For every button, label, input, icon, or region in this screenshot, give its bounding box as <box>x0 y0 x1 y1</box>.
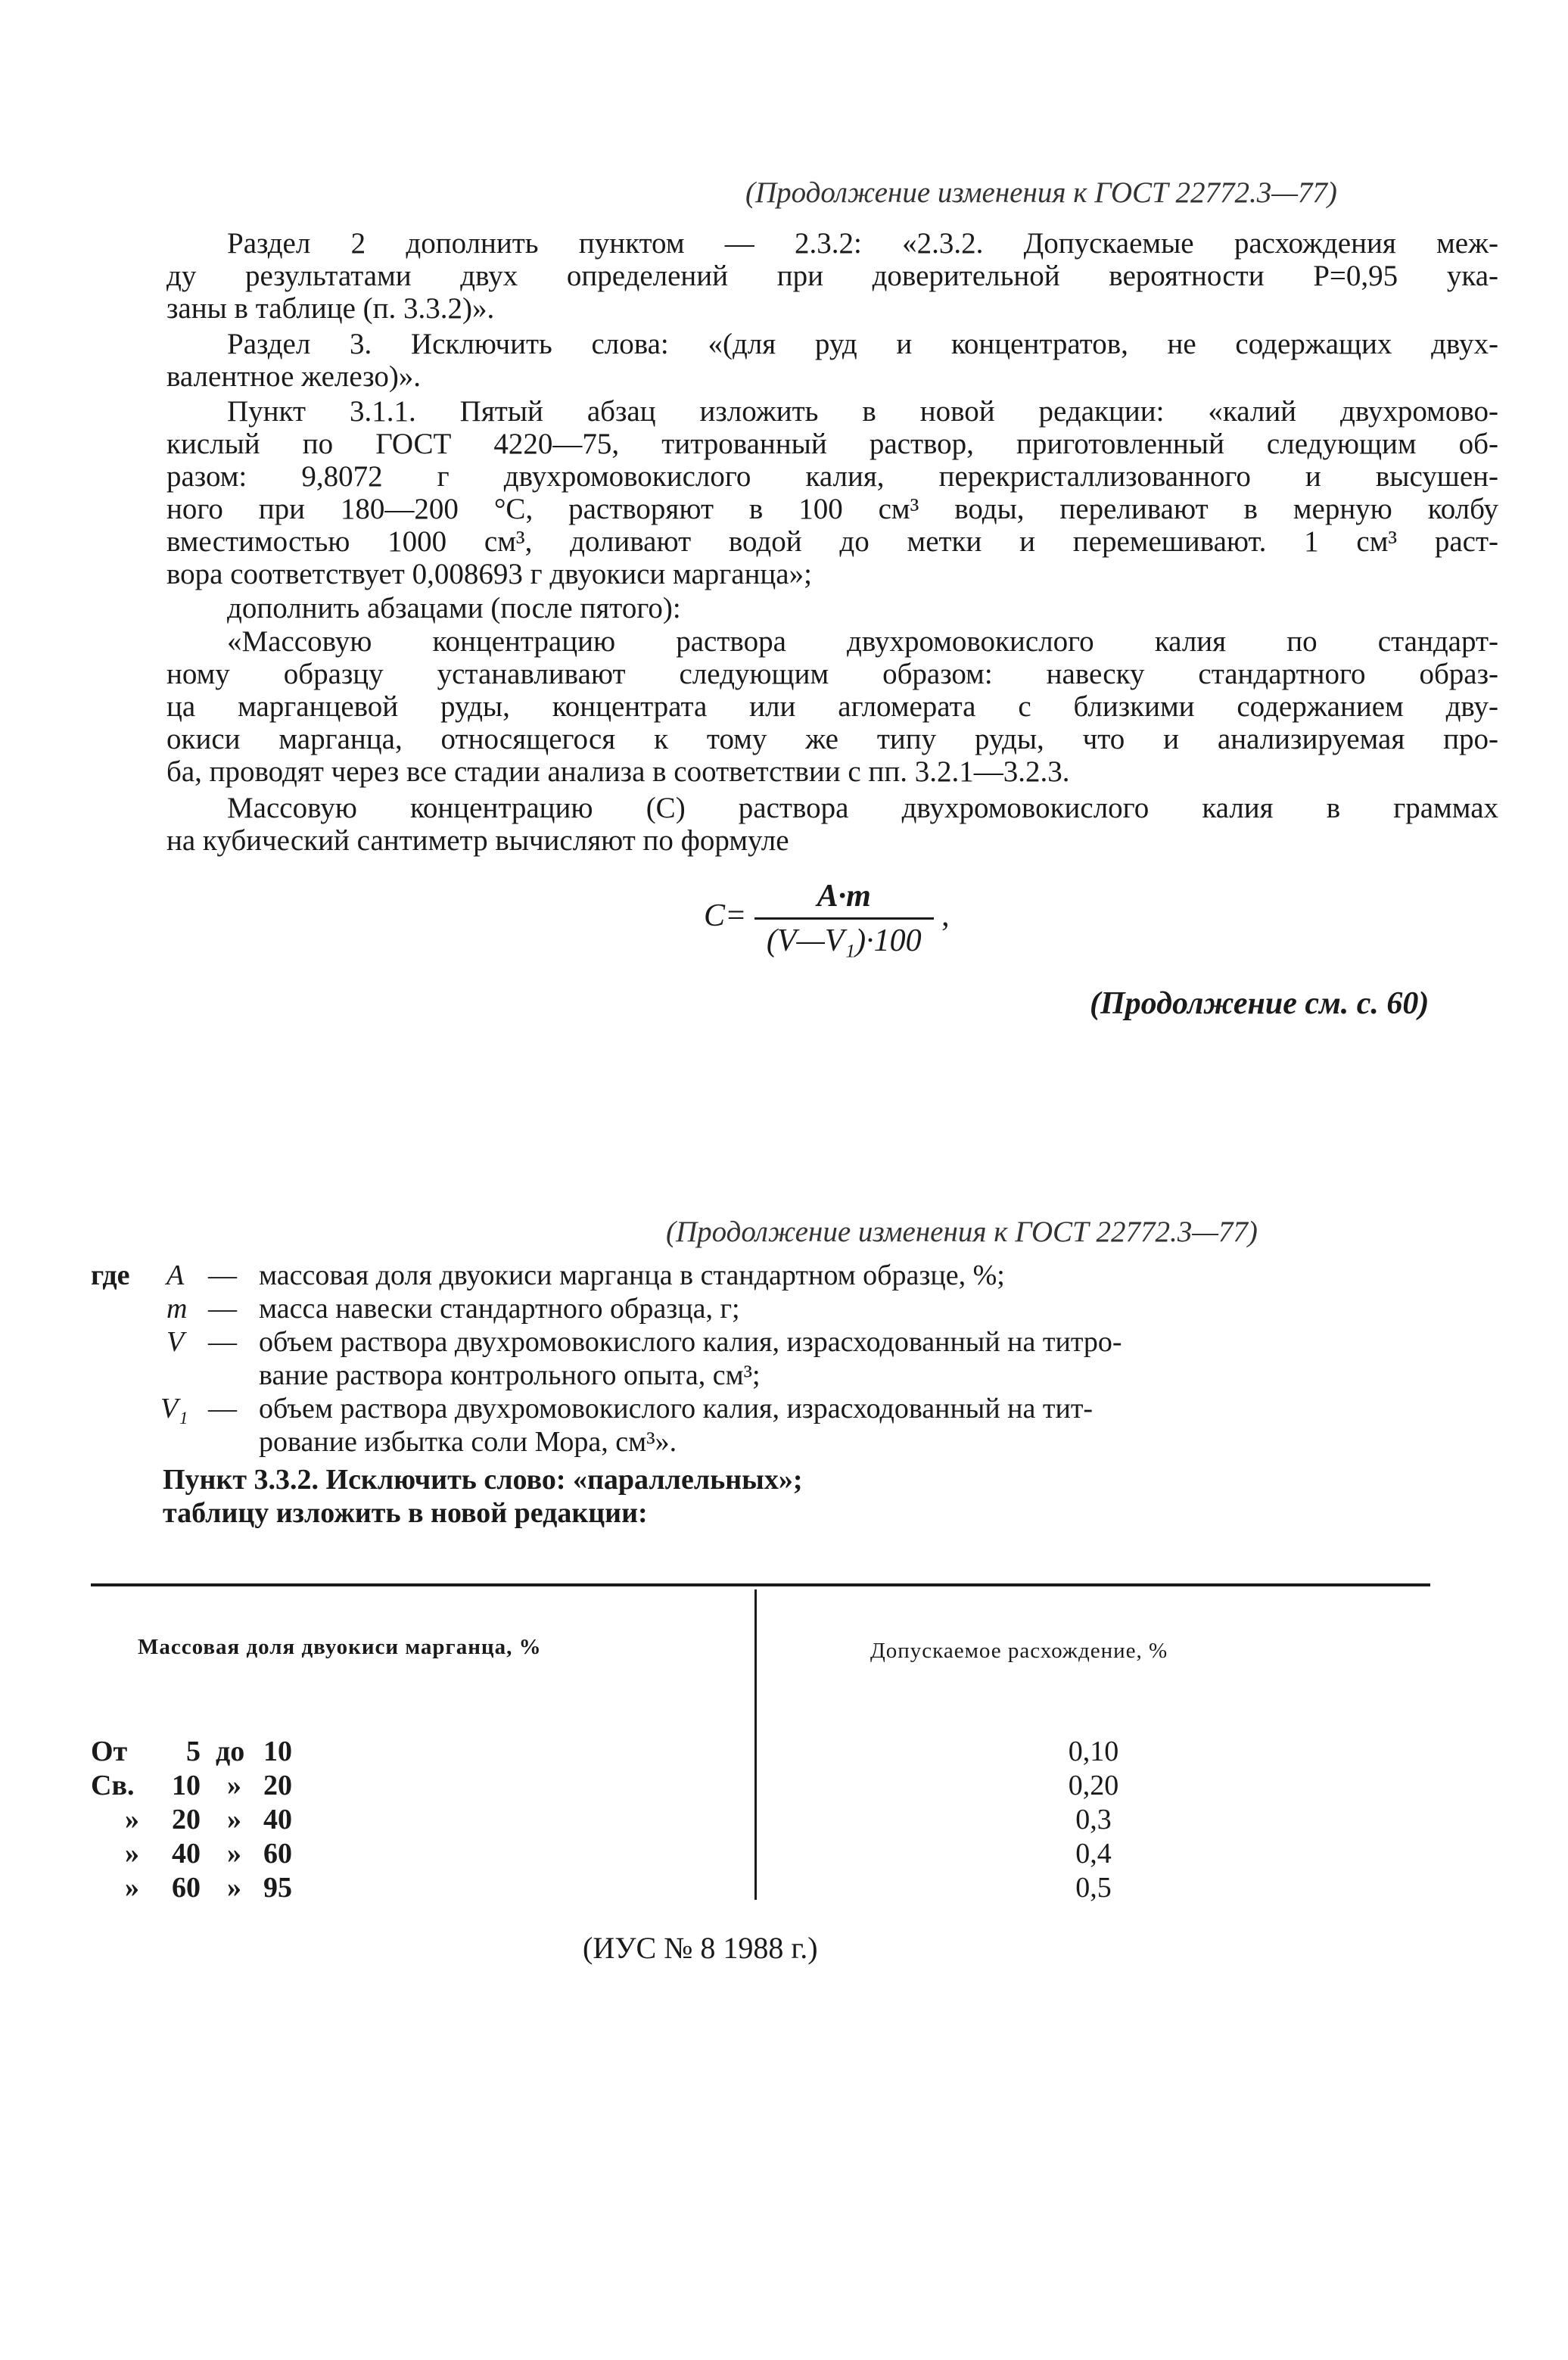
formula-denominator: (V—V₁)·100 <box>754 917 934 959</box>
formula-trail: , <box>941 898 950 934</box>
point-332-line: Пункт 3.3.2. Исключить слово: «параллельных»; <box>163 1464 803 1496</box>
table-row: Св. 10 » 20 0,20 <box>91 1769 1430 1803</box>
definition-row: вание раствора контрольного опыта, см³; <box>259 1359 761 1391</box>
table-cell-tolerance: 0,20 <box>1068 1770 1119 1801</box>
table-row: » 40 » 60 0,4 <box>91 1837 1430 1871</box>
definitions-list <box>91 1259 1438 1459</box>
table-header-tolerance: Допускаемое расхождение, % <box>870 1639 1168 1663</box>
table-row: » 60 » 95 0,5 <box>91 1871 1430 1905</box>
page1-paragraph-311: Пункт 3.1.1. Пятый абзац изложить в новой редакции: «калий двухромово- кислый по ГОСТ 4220—75, титрованный раствор, приготовленный следующим об- разом: 9,8072 г двухромовокислого калия, перекристаллизованного и высушен- ного при 180—200 °С, растворяют в 100 см³ воды, переливают в мерную колбу вместимостью 1000 см³, доливают водой до метки и перемешивают. 1 см³ раст- вора соответствует 0,008693 г двуокиси марганца»; <box>166 395 1498 590</box>
page1-header: (Продолжение изменения к ГОСТ 22772.3—77) <box>745 176 1337 209</box>
table-body <box>91 1735 1430 1905</box>
page1-paragraph-add: дополнить абзацами (после пятого): <box>227 592 681 624</box>
table-cell-tolerance: 0,10 <box>1068 1736 1119 1767</box>
table-header-mass-fraction: Массовая доля двуокиси марганца, % <box>138 1635 542 1659</box>
table-row: От 5 до 10 0,10 <box>91 1735 1430 1769</box>
formula-c <box>704 878 950 959</box>
table-row: » 20 » 40 0,3 <box>91 1803 1430 1837</box>
definition-row: V₁ — объем раствора двухромовокислого калия, израсходованный на тит- <box>160 1393 1094 1424</box>
page1-paragraph-section3: Раздел 3. Исключить слова: «(для руд и концентратов, не содержащих двух- валентное железо)». <box>166 328 1498 393</box>
table-cell-tolerance: 0,4 <box>1075 1838 1112 1870</box>
page1-paragraph-mass-conc: «Массовую концентрацию раствора двухромовокислого калия по стандарт- ному образцу устанавливают следующим образом: навеску стандартного образ- ца марганцевой руды, концентрата или агломерата с близкими содержанием дву- окиси марганца, относящегося к тому же типу руды, что и анализируемая про- ба, проводят через все стадии анализа в соответствии с пп. 3.2.1—3.2.3. <box>166 625 1498 788</box>
footer-ius: (ИУС № 8 1988 г.) <box>583 1931 818 1965</box>
page1-paragraph-section2: Раздел 2 дополнить пунктом — 2.3.2: «2.3.2. Допускаемые расхождения меж- ду результатами двух определений при доверительной вероятности P=0,95 ука- заны в таблице (п. 3.3.2)». <box>166 227 1498 325</box>
formula-fraction <box>754 878 934 959</box>
formula-numerator: A·m <box>817 879 871 914</box>
definition-row: рование избытка соли Мора, см³». <box>259 1426 677 1458</box>
formula-lhs: C= <box>704 898 747 934</box>
page1-paragraph-formula-intro: Массовую концентрацию (С) раствора двухромовокислого калия в граммах на кубический сантиметр вычисляют по формуле <box>166 792 1498 857</box>
table-top-rule <box>91 1583 1430 1586</box>
table-cell-tolerance: 0,5 <box>1075 1872 1112 1904</box>
definition-row: m — масса навески стандартного образца, г; <box>166 1293 740 1325</box>
table-intro-line: таблицу изложить в новой редакции: <box>163 1497 648 1529</box>
definition-row: где A — массовая доля двуокиси марганца в стандартном образце, %; <box>91 1259 1005 1291</box>
continuation-note: (Продолжение см. с. 60) <box>1090 986 1430 1021</box>
page2-header: (Продолжение изменения к ГОСТ 22772.3—77) <box>666 1216 1258 1248</box>
definition-row: V — объем раствора двухромовокислого калия, израсходованный на титро- <box>166 1326 1122 1358</box>
table-cell-tolerance: 0,3 <box>1075 1804 1112 1835</box>
